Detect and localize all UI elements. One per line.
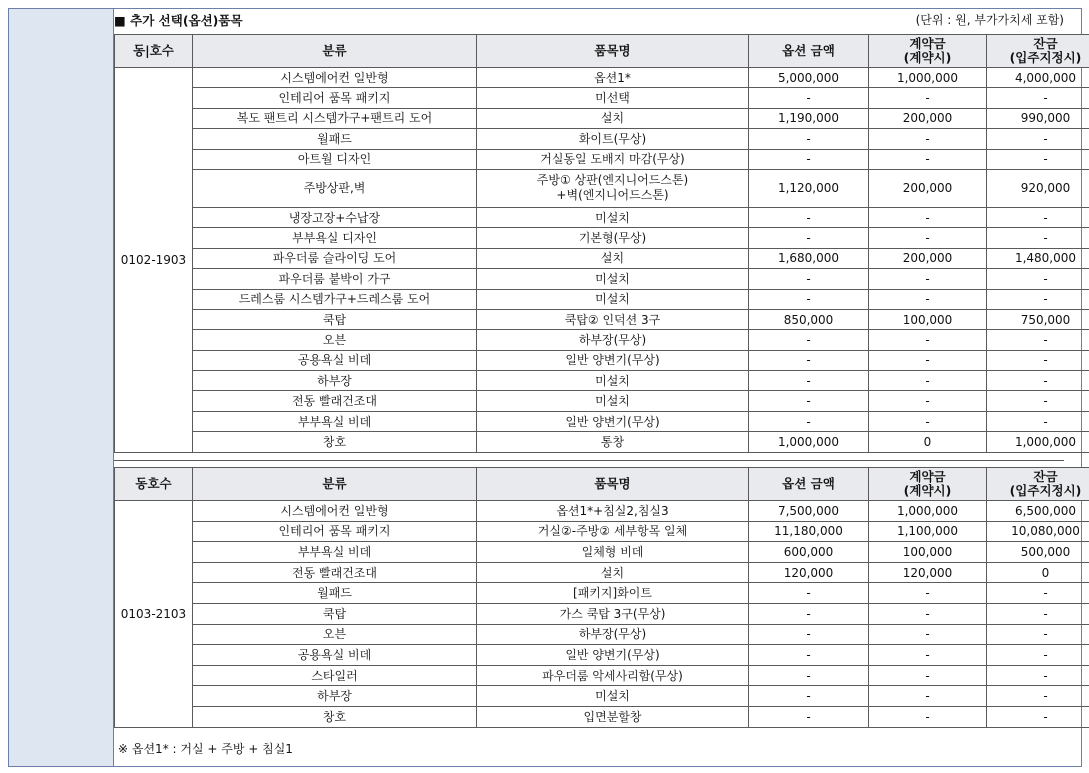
item-cell: 통창	[477, 432, 749, 452]
balance-cell: -	[987, 645, 1089, 666]
footnote: ※ 옵션1* : 거실 + 주방 + 침실1	[118, 742, 293, 756]
deposit-cell: -	[869, 88, 987, 108]
deposit-cell: 1,000,000	[869, 68, 987, 88]
table-row	[115, 501, 1089, 522]
item-cell: 일체형 비데	[477, 542, 749, 563]
balance-cell: 990,000	[987, 108, 1089, 128]
table-row	[115, 88, 1089, 108]
deposit-cell: -	[869, 665, 987, 686]
balance-cell: 1,480,000	[987, 248, 1089, 268]
category-cell: 시스템에어컨 일반형	[193, 68, 477, 88]
deposit-cell: -	[869, 228, 987, 248]
balance-cell: -	[987, 207, 1089, 227]
header-item: 품목명	[477, 35, 749, 68]
category-cell: 전동 빨래건조대	[193, 562, 477, 583]
balance-cell: 500,000	[987, 542, 1089, 563]
balance-cell: -	[987, 665, 1089, 686]
header-deposit-line1: 계약금	[909, 36, 946, 51]
table-row	[115, 108, 1089, 128]
section-title: ■ 추가 선택(옵션)품목	[114, 13, 243, 28]
deposit-cell: -	[869, 207, 987, 227]
amount-cell: 1,000,000	[749, 432, 869, 452]
header-balance	[987, 35, 1089, 68]
amount-cell: -	[749, 350, 869, 370]
table-row	[115, 411, 1089, 431]
amount-cell: -	[749, 129, 869, 149]
table-row	[115, 432, 1089, 452]
amount-cell: 850,000	[749, 309, 869, 329]
amount-cell: -	[749, 645, 869, 666]
amount-cell: 120,000	[749, 562, 869, 583]
table-row	[115, 248, 1089, 268]
category-cell: 부부욕실 비데	[193, 411, 477, 431]
balance-cell: 1,000,000	[987, 432, 1089, 452]
table-row	[115, 169, 1089, 207]
balance-cell: -	[987, 350, 1089, 370]
header-deposit	[869, 468, 987, 501]
balance-cell: -	[987, 391, 1089, 411]
amount-cell: -	[749, 289, 869, 309]
item-cell: 미설치	[477, 371, 749, 391]
amount-cell: -	[749, 330, 869, 350]
item-line1: 주방① 상판(엔지니어드스톤)	[536, 173, 689, 188]
amount-cell: 1,680,000	[749, 248, 869, 268]
category-cell: 스타일러	[193, 665, 477, 686]
amount-cell: -	[749, 665, 869, 686]
balance-cell: 750,000	[987, 309, 1089, 329]
header-unit: 동|호수	[115, 35, 193, 68]
item-cell: 옵션1*+침실2,침실3	[477, 501, 749, 522]
deposit-cell: -	[869, 149, 987, 169]
category-cell: 공용욕실 비데	[193, 645, 477, 666]
unit-number-cell: 0102-1903	[115, 68, 193, 453]
deposit-cell: -	[869, 129, 987, 149]
category-cell: 주방상판,벽	[193, 169, 477, 207]
deposit-cell: 200,000	[869, 108, 987, 128]
category-cell: 공용욕실 비데	[193, 350, 477, 370]
balance-cell: -	[987, 129, 1089, 149]
table-row	[115, 269, 1089, 289]
category-cell: 쿡탑	[193, 309, 477, 329]
item-cell: 화이트(무상)	[477, 129, 749, 149]
option-table-2	[114, 467, 1089, 728]
deposit-cell: 1,000,000	[869, 501, 987, 522]
category-cell: 창호	[193, 706, 477, 727]
item-cell: 미설치	[477, 207, 749, 227]
item-cell: 하부장(무상)	[477, 624, 749, 645]
category-cell: 파우더룸 슬라이딩 도어	[193, 248, 477, 268]
section-divider	[114, 460, 1064, 461]
category-cell: 오븐	[193, 330, 477, 350]
table-row	[115, 562, 1089, 583]
item-cell: 일반 양변기(무상)	[477, 411, 749, 431]
amount-cell: -	[749, 228, 869, 248]
balance-cell: -	[987, 686, 1089, 707]
category-cell: 월패드	[193, 129, 477, 149]
table-row	[115, 603, 1089, 624]
deposit-cell: -	[869, 645, 987, 666]
balance-cell: 10,080,000	[987, 521, 1089, 542]
deposit-cell: -	[869, 330, 987, 350]
item-cell	[477, 169, 749, 207]
amount-cell: -	[749, 603, 869, 624]
item-cell: 입면분할창	[477, 706, 749, 727]
table-row	[115, 289, 1089, 309]
table-row	[115, 542, 1089, 563]
amount-cell: -	[749, 269, 869, 289]
amount-cell: 11,180,000	[749, 521, 869, 542]
amount-cell: -	[749, 391, 869, 411]
item-cell: 가스 쿡탑 3구(무상)	[477, 603, 749, 624]
balance-cell: -	[987, 411, 1089, 431]
deposit-cell: 100,000	[869, 309, 987, 329]
item-cell: 하부장(무상)	[477, 330, 749, 350]
amount-cell: 7,500,000	[749, 501, 869, 522]
balance-cell: -	[987, 149, 1089, 169]
deposit-cell: 200,000	[869, 169, 987, 207]
balance-cell: -	[987, 583, 1089, 604]
deposit-cell: -	[869, 269, 987, 289]
item-cell: 설치	[477, 248, 749, 268]
header-deposit-line2: (계약시)	[903, 483, 952, 498]
table-row	[115, 521, 1089, 542]
table-row	[115, 207, 1089, 227]
deposit-cell: -	[869, 371, 987, 391]
option-table-1	[114, 34, 1089, 453]
category-cell: 창호	[193, 432, 477, 452]
table-row	[115, 706, 1089, 727]
deposit-cell: -	[869, 686, 987, 707]
balance-cell: -	[987, 228, 1089, 248]
balance-cell: -	[987, 603, 1089, 624]
amount-cell: -	[749, 207, 869, 227]
table-row	[115, 391, 1089, 411]
deposit-cell: 1,100,000	[869, 521, 987, 542]
unit-number-cell: 0103-2103	[115, 501, 193, 728]
item-cell: 일반 양변기(무상)	[477, 645, 749, 666]
item-cell: 미설치	[477, 289, 749, 309]
amount-cell: -	[749, 706, 869, 727]
header-category: 분류	[193, 468, 477, 501]
item-cell: 미설치	[477, 391, 749, 411]
header-balance-line2: (입주지정시)	[1009, 483, 1082, 498]
deposit-cell: -	[869, 603, 987, 624]
balance-cell: 4,000,000	[987, 68, 1089, 88]
amount-cell: -	[749, 371, 869, 391]
table-row	[115, 149, 1089, 169]
item-cell: 미설치	[477, 269, 749, 289]
table-header-row	[115, 35, 1089, 68]
balance-cell: -	[987, 330, 1089, 350]
balance-cell: 920,000	[987, 169, 1089, 207]
amount-cell: -	[749, 624, 869, 645]
amount-cell: -	[749, 88, 869, 108]
item-cell: [패키지]화이트	[477, 583, 749, 604]
item-cell: 파우더룸 악세사리함(무상)	[477, 665, 749, 686]
item-cell: 쿡탑② 인덕션 3구	[477, 309, 749, 329]
item-cell: 기본형(무상)	[477, 228, 749, 248]
category-cell: 복도 팬트리 시스템가구+팬트리 도어	[193, 108, 477, 128]
balance-cell: -	[987, 289, 1089, 309]
item-cell: 일반 양변기(무상)	[477, 350, 749, 370]
amount-cell: 600,000	[749, 542, 869, 563]
header-amount: 옵션 금액	[749, 35, 869, 68]
header-category: 분류	[193, 35, 477, 68]
deposit-cell: 100,000	[869, 542, 987, 563]
section-header	[114, 8, 1064, 30]
unit-note: (단위 : 원, 부가가치세 포함)	[915, 13, 1064, 27]
balance-cell: -	[987, 706, 1089, 727]
table-row	[115, 309, 1089, 329]
header-deposit-line1: 계약금	[909, 469, 946, 484]
table-row	[115, 129, 1089, 149]
category-cell: 아트월 디자인	[193, 149, 477, 169]
left-side-panel	[9, 9, 114, 766]
amount-cell: 1,120,000	[749, 169, 869, 207]
deposit-cell: 200,000	[869, 248, 987, 268]
amount-cell: -	[749, 686, 869, 707]
balance-cell: -	[987, 371, 1089, 391]
deposit-cell: -	[869, 289, 987, 309]
header-balance-line1: 잔금	[1033, 469, 1058, 484]
item-line2: +벽(엔지니어드스톤)	[556, 188, 669, 203]
table-row	[115, 350, 1089, 370]
item-cell: 거실②-주방② 세부항목 일체	[477, 521, 749, 542]
category-cell: 부부욕실 디자인	[193, 228, 477, 248]
table-row	[115, 624, 1089, 645]
item-cell: 거실동일 도배지 마감(무상)	[477, 149, 749, 169]
category-cell: 전동 빨래건조대	[193, 391, 477, 411]
balance-cell: -	[987, 88, 1089, 108]
header-balance-line1: 잔금	[1033, 36, 1058, 51]
balance-cell: 6,500,000	[987, 501, 1089, 522]
category-cell: 드레스룸 시스템가구+드레스룸 도어	[193, 289, 477, 309]
table-row	[115, 665, 1089, 686]
amount-cell: -	[749, 583, 869, 604]
table-row	[115, 68, 1089, 88]
deposit-cell: 0	[869, 432, 987, 452]
table-row	[115, 228, 1089, 248]
category-cell: 하부장	[193, 686, 477, 707]
category-cell: 인테리어 품목 패키지	[193, 521, 477, 542]
header-deposit	[869, 35, 987, 68]
amount-cell: 1,190,000	[749, 108, 869, 128]
amount-cell: -	[749, 149, 869, 169]
category-cell: 하부장	[193, 371, 477, 391]
table-row	[115, 330, 1089, 350]
deposit-cell: -	[869, 350, 987, 370]
item-cell: 설치	[477, 562, 749, 583]
category-cell: 시스템에어컨 일반형	[193, 501, 477, 522]
header-unit: 동호수	[115, 468, 193, 501]
table-row	[115, 686, 1089, 707]
item-cell: 옵션1*	[477, 68, 749, 88]
table-row	[115, 645, 1089, 666]
item-cell: 설치	[477, 108, 749, 128]
category-cell: 파우더룸 붙박이 가구	[193, 269, 477, 289]
deposit-cell: -	[869, 624, 987, 645]
item-cell: 미선택	[477, 88, 749, 108]
deposit-cell: -	[869, 706, 987, 727]
header-balance-line2: (입주지정시)	[1009, 50, 1082, 65]
header-deposit-line2: (계약시)	[903, 50, 952, 65]
category-cell: 오븐	[193, 624, 477, 645]
header-item: 품목명	[477, 468, 749, 501]
amount-cell: -	[749, 411, 869, 431]
deposit-cell: 120,000	[869, 562, 987, 583]
header-balance	[987, 468, 1089, 501]
header-amount: 옵션 금액	[749, 468, 869, 501]
amount-cell: 5,000,000	[749, 68, 869, 88]
balance-cell: -	[987, 269, 1089, 289]
category-cell: 쿡탑	[193, 603, 477, 624]
table-header-row	[115, 468, 1089, 501]
category-cell: 인테리어 품목 패키지	[193, 88, 477, 108]
deposit-cell: -	[869, 411, 987, 431]
category-cell: 부부욕실 비데	[193, 542, 477, 563]
category-cell: 냉장고장+수납장	[193, 207, 477, 227]
table-row	[115, 371, 1089, 391]
deposit-cell: -	[869, 583, 987, 604]
balance-cell: -	[987, 624, 1089, 645]
balance-cell: 0	[987, 562, 1089, 583]
table-row	[115, 583, 1089, 604]
deposit-cell: -	[869, 391, 987, 411]
item-cell: 미설치	[477, 686, 749, 707]
category-cell: 월패드	[193, 583, 477, 604]
